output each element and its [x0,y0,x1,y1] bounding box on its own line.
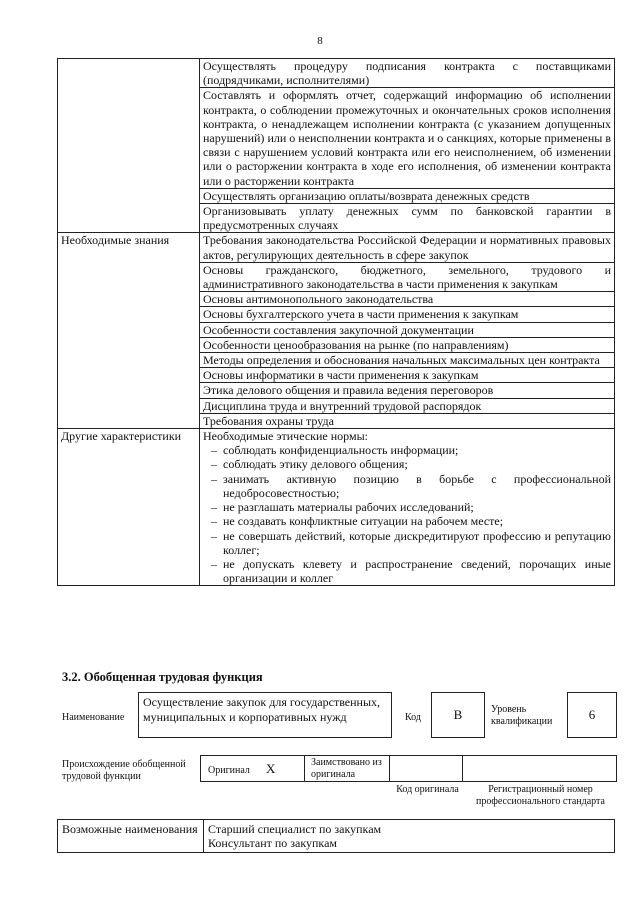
knowledge-item: Основы антимонопольного законодательства [200,292,615,307]
competency-table [57,58,615,586]
table-row [58,233,615,262]
position-name: Консультант по закупкам [208,836,337,850]
code-label: Код [405,712,421,723]
reg-number-label: Регистрационный номер профессионального стандарта [476,784,605,807]
borrowed-label: Заимствовано из оригинала [311,757,382,780]
knowledge-item: Дисциплина труда и внутренний трудовой распорядок [200,398,615,413]
level-label: Уровень квалификации [491,704,553,727]
action-item: Организовывать уплату денежных сумм по банковской гарантии в предусмотренных случаях [200,204,615,233]
knowledge-item: Основы бухгалтерского учета в части применения к закупкам [200,307,615,322]
divider [462,755,463,781]
table-row [58,820,615,853]
positions-label: Возможные наименования [58,820,204,853]
knowledge-item: Методы определения и обоснования начальных максимальных цен контракта [200,353,615,368]
page-number: 8 [317,35,323,47]
name-value: Осуществление закупок для государственных, муниципальных и корпоративных нужд [143,695,381,724]
knowledge-item: Особенности ценообразования на рынке (по направлениям) [200,337,615,352]
original-label: Оригинал [208,765,250,776]
table-row [58,429,615,586]
ethics-item: – занимать активную позицию в борьбе с профессиональной недобросовестностью; [211,471,611,500]
code-value: B [431,692,485,738]
ethics-item: – соблюдать этику делового общения; [211,457,408,472]
ethics-item: – не допускать клевету и распространение сведений, порочащих иные организации и коллег [211,556,611,586]
knowledge-item: Особенности составления закупочной документации [200,322,615,337]
level-value: 6 [567,692,617,738]
knowledge-label: Необходимые знания [58,233,200,429]
action-item: Осуществлять организацию оплаты/возврата денежных средств [200,188,615,203]
knowledge-item: Основы информатики в части применения к закупкам [200,368,615,383]
other-characteristics-label: Другие характеристики [58,429,200,586]
divider [389,755,390,781]
ethics-item: – соблюдать конфиденциальность информации; [211,443,459,458]
origin-code-label: Код оригинала [396,784,459,795]
action-item: Составлять и оформлять отчет, содержащий информацию об исполнении контракта, о соблюдении промежуточных и окончательных сроков исполнения контракта, о ненадлежащем исполнении контракта (с указанием допущенных нарушений) или о неисполнении контракта и о санкциях, которые применены в связи с нарушением условий контракта или его неисполнением, об изменении или о расторжении контракта в ходе его исполнения, об изменении контракта или о расторжении контракта [200,88,615,188]
other-characteristics-cell [200,429,615,586]
knowledge-item: Этика делового общения и правила ведения переговоров [200,383,615,398]
origin-label: Происхождение обобщенной трудовой функции [62,759,186,782]
knowledge-item: Основы гражданского, бюджетного, земельного, трудового и административного законодательства в части применения к закупкам [200,262,615,291]
section-title: 3.2. Обобщенная трудовая функция [62,670,263,684]
position-name: Старший специалист по закупкам [208,822,382,836]
table-row [58,59,615,88]
ethics-intro: Необходимые этические нормы: [203,429,368,444]
divider [304,755,305,781]
ethics-item: – не совершать действий, которые дискредитируют профессию и репутацию коллег; [211,528,611,557]
name-label: Наименование [62,712,125,723]
original-mark: Х [266,761,276,776]
positions-table [57,819,615,853]
origin-box [200,755,617,782]
empty-label-cell [58,59,200,233]
knowledge-item: Требования охраны труда [200,413,615,428]
ethics-item: – не создавать конфликтные ситуации на рабочем месте; [211,514,504,529]
positions-values [204,820,615,853]
action-item: Осуществлять процедуру подписания контракта с поставщиками (подрядчиками, исполнителями) [200,59,615,88]
knowledge-item: Требования законодательства Российской Федерации и нормативных правовых актов, регулирующих деятельность в сфере закупок [200,233,615,262]
ethics-item: – не разглашать материалы рабочих исследований; [211,500,474,515]
name-box [138,692,392,738]
